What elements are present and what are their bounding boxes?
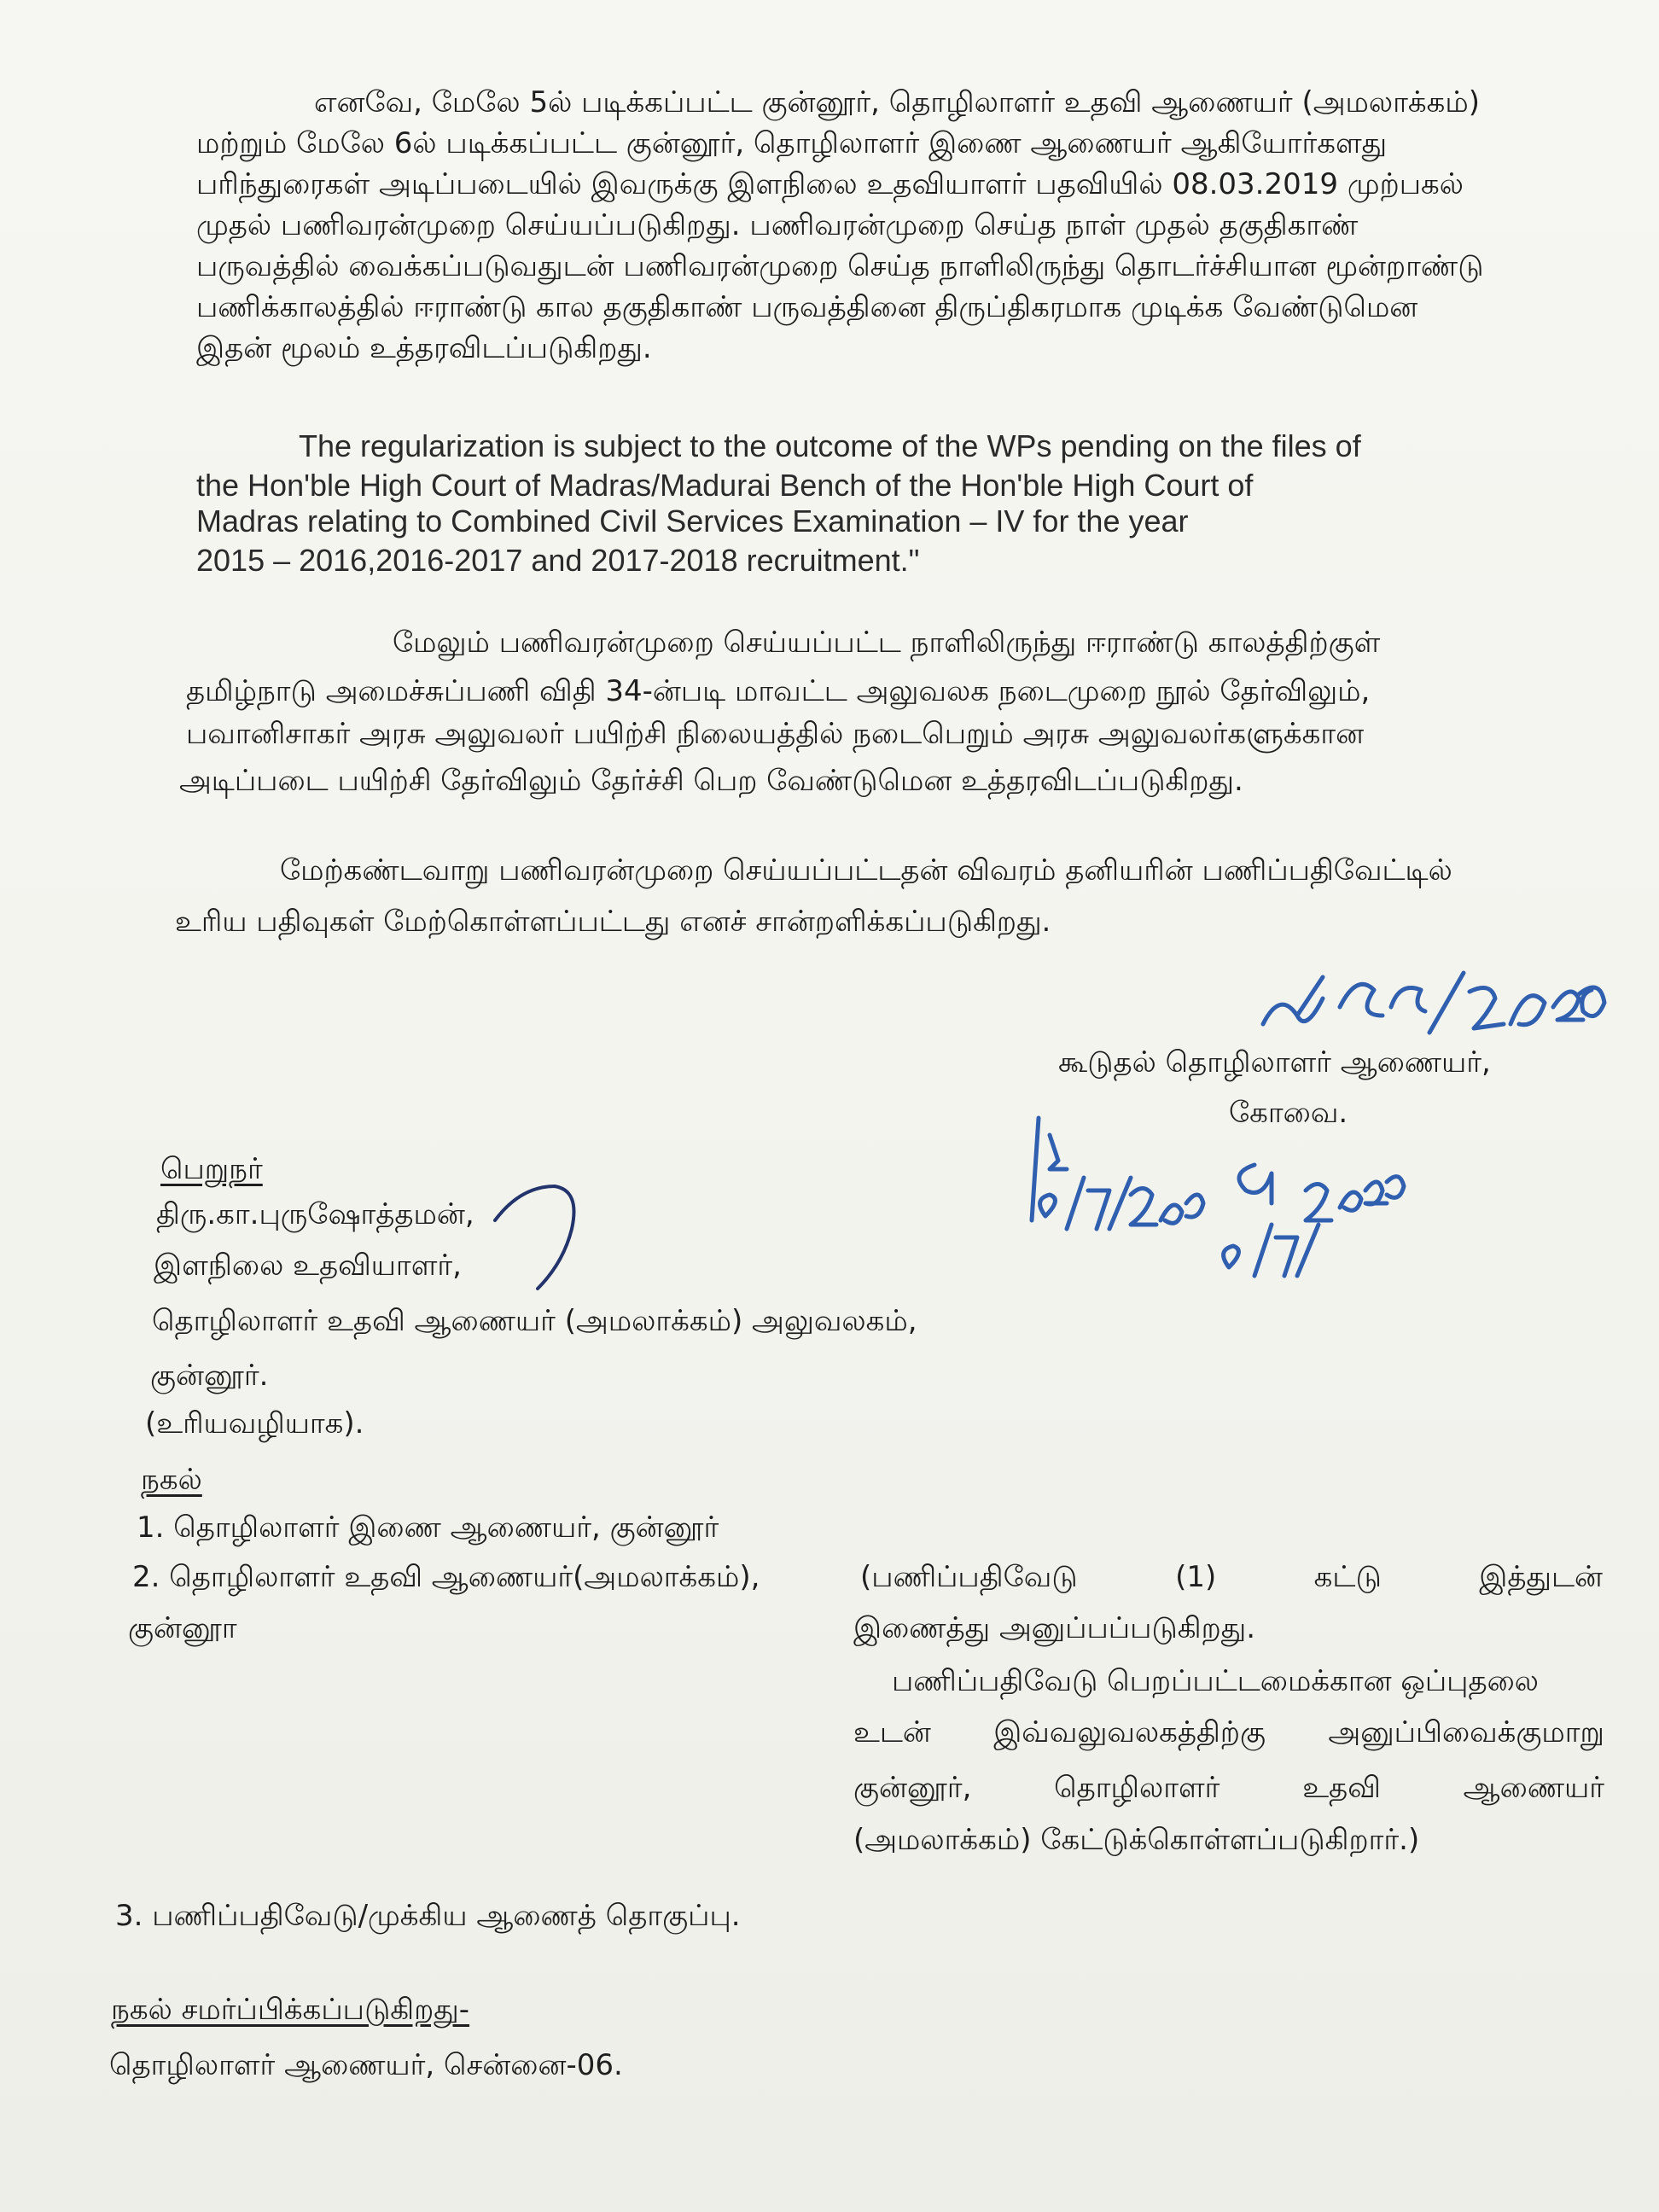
copy-item-2: 2. தொழிலாளர் உதவி ஆணையர்(அமலாக்கம்), — [132, 1560, 760, 1594]
para1-line-1: எனவே, மேலே 5ல் படிக்கப்பட்ட குன்னூர், தொழிலாளர் உதவி ஆணையர் (அமலாக்கம்) — [314, 85, 1480, 119]
copy-item-2-note-line-3: பணிப்பதிவேடு பெறப்பட்டமைக்கான ஒப்புதலை — [892, 1664, 1539, 1698]
recipient-heading: பெறுநர் — [160, 1152, 263, 1186]
copy-item-2-note-line-5: குன்னூர், தொழிலாளர் உதவி ஆணையர் — [853, 1771, 1604, 1805]
para1-line-3: பரிந்துரைகள் அடிப்படையில் இவருக்கு இளநிலை உதவியாளர் பதவியில் 08.03.2019 முற்பகல் — [196, 167, 1464, 201]
para1-line-2: மற்றும் மேலே 6ல் படிக்கப்பட்ட குன்னூர், தொழிலாளர் இணை ஆணையர் ஆகியோர்களது — [196, 126, 1388, 160]
handwritten-date-2 — [1203, 1156, 1408, 1284]
submitted-heading: நகல் சமர்ப்பிக்கப்படுகிறது- — [111, 1993, 470, 2027]
handwritten-date-1 — [1020, 1109, 1208, 1246]
para3-line-1: மேலும் பணிவரன்முறை செய்யப்பட்ட நாளிலிருந்து ஈராண்டு காலத்திற்குள் — [393, 626, 1381, 660]
handwritten-date-signatory — [1246, 956, 1613, 1050]
recipient-city: குன்னூர். — [150, 1359, 269, 1393]
signatory-place: கோவை. — [1229, 1096, 1348, 1130]
copy-item-2-note-line-2: இணைத்து அனுப்பப்படுகிறது. — [853, 1611, 1256, 1645]
signatory-title: கூடுதல் தொழிலாளர் ஆணையர், — [1058, 1045, 1491, 1080]
recipient-name: திரு.கா.புருஷோத்தமன், — [156, 1197, 474, 1231]
copy-item-2-note-line-6: (அமலாக்கம்) கேட்டுக்கொள்ளப்படுகிறார்.) — [853, 1823, 1420, 1857]
para3-line-3: பவானிசாகர் அரசு அலுவலர் பயிற்சி நிலையத்தில் நடைபெறும் அரசு அலுவலர்களுக்கான — [186, 717, 1365, 751]
copy-heading: நகல் — [141, 1463, 202, 1497]
copy-item-1: 1. தொழிலாளர் இணை ஆணையர், குன்னூர் — [137, 1511, 719, 1545]
para2-line-3: Madras relating to Combined Civil Services Examination – IV for the year — [196, 504, 1189, 538]
para1-line-5: பருவத்தில் வைக்கப்படுவதுடன் பணிவரன்முறை செய்த நாளிலிருந்து தொடர்ச்சியான மூன்றாண்டு — [196, 249, 1484, 283]
copy-item-3: 3. பணிப்பதிவேடு/முக்கிய ஆணைத் தொகுப்பு. — [115, 1899, 741, 1933]
para1-line-7: இதன் மூலம் உத்தரவிடப்படுகிறது. — [196, 331, 652, 365]
para1-line-6: பணிக்காலத்தில் ஈராண்டு கால தகுதிகாண் பருவத்தினை திருப்திகரமாக முடிக்க வேண்டுமென — [196, 290, 1418, 324]
para2-line-1: The regularization is subject to the outcome of the WPs pending on the files of — [299, 428, 1361, 463]
submitted-line: தொழிலாளர் ஆணையர், சென்னை-06. — [109, 2048, 623, 2082]
para4-line-1: மேற்கண்டவாறு பணிவரன்முறை செய்யப்பட்டதன் விவரம் தனியரின் பணிப்பதிவேட்டில் — [280, 853, 1452, 888]
copy-item-2-note-line-1: (பணிப்பதிவேடு (1) கட்டு இத்துடன் — [860, 1560, 1603, 1594]
recipient-signature — [478, 1169, 597, 1289]
recipient-designation: இளநிலை உதவியாளர், — [154, 1249, 462, 1283]
para4-line-2: உரிய பதிவுகள் மேற்கொள்ளப்பட்டது எனச் சான்றளிக்கப்படுகிறது. — [175, 905, 1051, 939]
para3-line-2: தமிழ்நாடு அமைச்சுப்பணி விதி 34-ன்படி மாவட்ட அலுவலக நடைமுறை நூல் தேர்விலும், — [186, 674, 1371, 708]
para1-line-4: முதல் பணிவரன்முறை செய்யப்படுகிறது. பணிவரன்முறை செய்த நாள் முதல் தகுதிகாண் — [196, 208, 1359, 242]
recipient-channel: (உரியவழியாக). — [145, 1406, 364, 1441]
para3-line-4: அடிப்படை பயிற்சி தேர்விலும் தேர்ச்சி பெற வேண்டுமென உத்தரவிடப்படுகிறது. — [179, 764, 1243, 798]
copy-item-2-continued: குன்னூா — [128, 1611, 237, 1645]
para2-line-2: the Hon'ble High Court of Madras/Madurai Bench of the Hon'ble High Court of — [196, 468, 1254, 503]
copy-item-2-note-line-4: உடன் இவ்வலுவலகத்திற்கு அனுப்பிவைக்குமாறு — [853, 1715, 1604, 1749]
recipient-office: தொழிலாளர் உதவி ஆணையர் (அமலாக்கம்) அலுவலகம், — [152, 1304, 917, 1338]
para2-line-4: 2015 – 2016,2016-2017 and 2017-2018 recruitment." — [196, 543, 920, 578]
